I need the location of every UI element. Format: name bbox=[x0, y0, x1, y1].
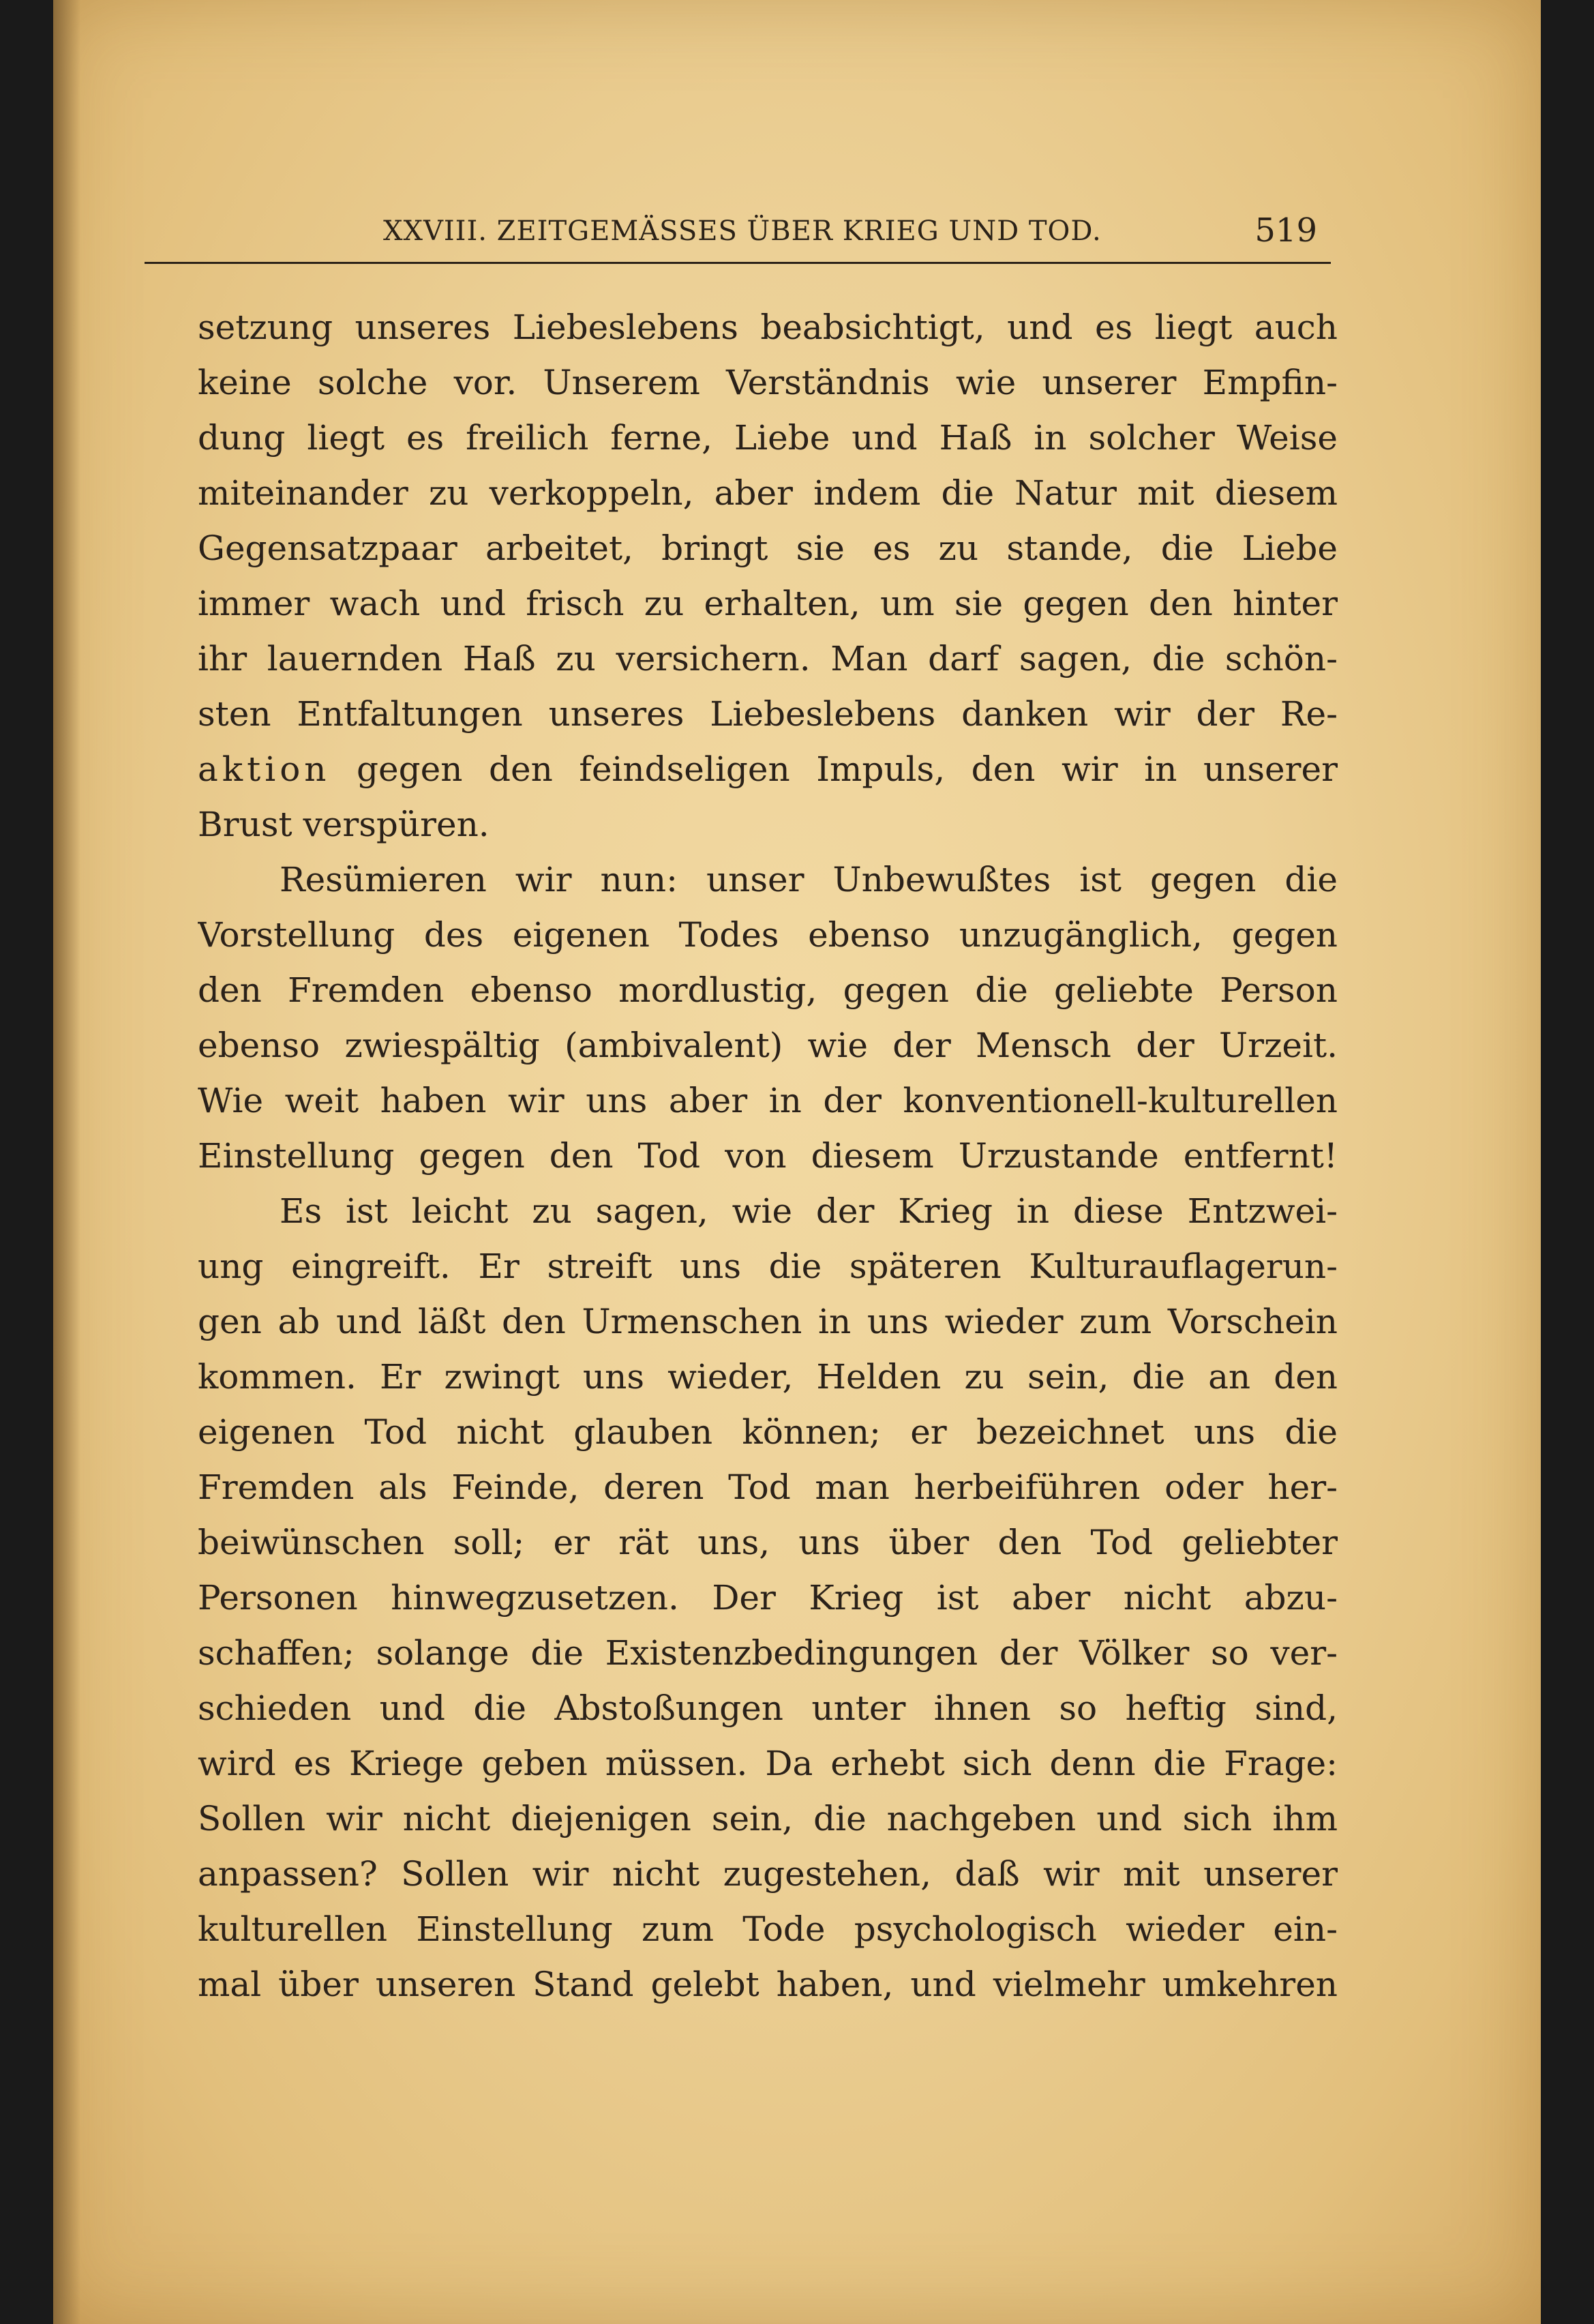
text-line: beiwünschen soll; er rät uns, uns über den Tod geliebter bbox=[198, 1523, 1338, 1562]
text-line: setzung unseres Liebeslebens beabsichtigt, und es liegt auch bbox=[198, 308, 1338, 347]
text-line: miteinander zu verkoppeln, aber indem die Natur mit diesem bbox=[198, 473, 1338, 513]
text-line: schieden und die Abstoßungen unter ihnen so heftig sind, bbox=[198, 1688, 1338, 1728]
text-line: ihr lauernden Haß zu versichern. Man darf sagen, die schön- bbox=[198, 639, 1338, 679]
text-line: Personen hinwegzusetzen. Der Krieg ist aber nicht abzu- bbox=[198, 1578, 1338, 1618]
text-line-spaced bbox=[198, 742, 1338, 797]
text-line: immer wach und frisch zu erhalten, um sie gegen den hinter bbox=[198, 584, 1338, 623]
running-header bbox=[145, 209, 1331, 263]
paragraph-start-line: Es ist leicht zu sagen, wie der Krieg in diese Entzwei- bbox=[280, 1191, 1338, 1231]
text-line: ung eingreift. Er streift uns die späteren Kulturauflagerun- bbox=[198, 1247, 1338, 1286]
body-text bbox=[198, 300, 1338, 2012]
text-line: ebenso zwiespältig (ambivalent) wie der Mensch der Urzeit. bbox=[198, 1026, 1338, 1065]
text-line: Einstellung gegen den Tod von diesem Urzustande entfernt! bbox=[198, 1136, 1338, 1176]
text-line: Wie weit haben wir uns aber in der konventionell-kulturellen bbox=[198, 1081, 1338, 1120]
text-line: keine solche vor. Unserem Verständnis wie unserer Empfin- bbox=[198, 363, 1338, 402]
header-rule bbox=[145, 262, 1331, 264]
text-line: Brust verspüren. bbox=[198, 805, 490, 844]
text-line: Vorstellung des eigenen Todes ebenso unzugänglich, gegen bbox=[198, 915, 1338, 955]
text-line: mal über unseren Stand gelebt haben, und vielmehr umkehren bbox=[198, 1965, 1338, 2004]
paragraph-start-line: Resümieren wir nun: unser Unbewußtes ist gegen die bbox=[280, 860, 1338, 899]
text-line: dung liegt es freilich ferne, Liebe und Haß in solcher Weise bbox=[198, 418, 1338, 458]
page-number: 519 bbox=[1254, 211, 1317, 250]
text-line: Fremden als Feinde, deren Tod man herbeiführen oder her- bbox=[198, 1468, 1338, 1507]
text-line: gen ab und läßt den Urmenschen in uns wieder zum Vorschein bbox=[198, 1302, 1338, 1341]
text-line: kulturellen Einstellung zum Tode psychologisch wieder ein- bbox=[198, 1909, 1338, 1949]
text-line: Gegensatzpaar arbeitet, bringt sie es zu stande, die Liebe bbox=[198, 528, 1338, 568]
text-line: eigenen Tod nicht glauben können; er bezeichnet uns die bbox=[198, 1412, 1338, 1452]
running-header-title: XXVIII. ZEITGEMÄSSES ÜBER KRIEG UND TOD. bbox=[383, 215, 1102, 247]
text-line: wird es Kriege geben müssen. Da erhebt sich denn die Frage: bbox=[198, 1744, 1338, 1783]
text-line: den Fremden ebenso mordlustig, gegen die geliebte Person bbox=[198, 970, 1338, 1010]
text-line: schaffen; solange die Existenzbedingungen der Völker so ver- bbox=[198, 1633, 1338, 1673]
text-line: anpassen? Sollen wir nicht zugestehen, daß wir mit unserer bbox=[198, 1854, 1338, 1894]
text-line: kommen. Er zwingt uns wieder, Helden zu sein, die an den bbox=[198, 1357, 1338, 1397]
text-line: Sollen wir nicht diejenigen sein, die nachgeben und sich ihm bbox=[198, 1799, 1338, 1838]
text-line: sten Entfaltungen unseres Liebeslebens danken wir der Re- bbox=[198, 694, 1338, 734]
text-line-rest: gegen den feindseligen Impuls, den wir in unserer bbox=[357, 749, 1338, 789]
spaced-word: aktion bbox=[198, 749, 331, 789]
page-spine-shadow bbox=[53, 0, 80, 2324]
